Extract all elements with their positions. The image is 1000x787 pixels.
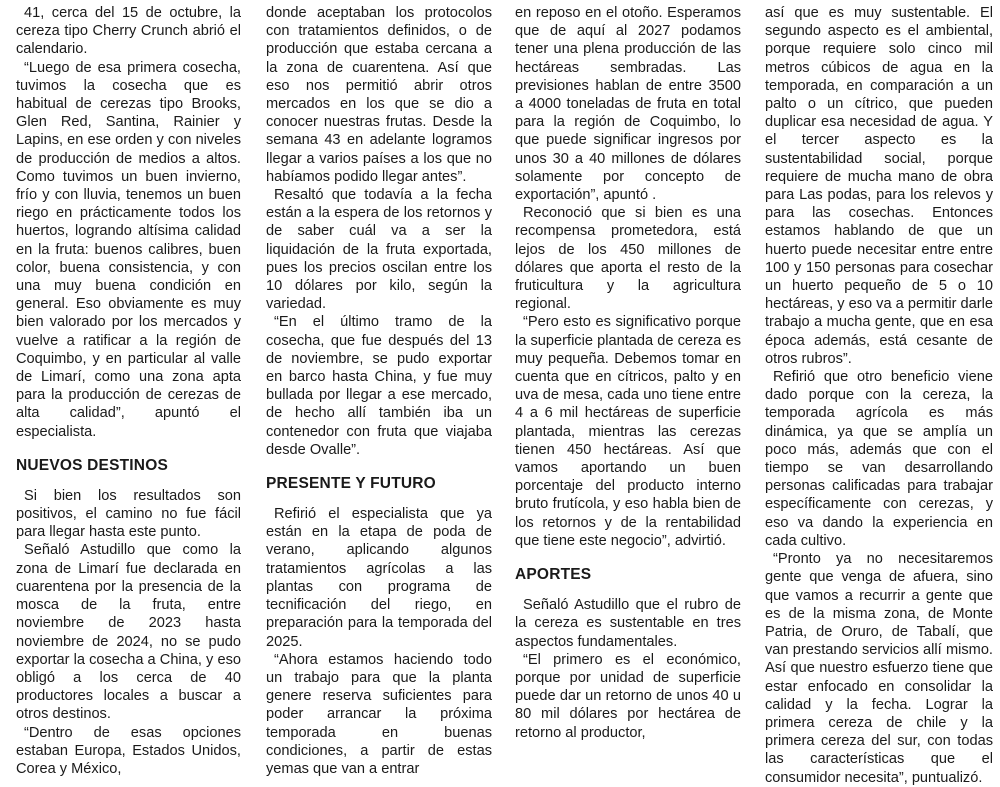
article-column-3 (515, 4, 741, 741)
article-paragraph: Refirió que otro beneficio viene dado porque con la cereza, la temporada agrícola es más dinámica, ya que se amplía un poco más, además que con el tiempo se van desarrollando personas calificadas para trabajar específicamente con cerezas, y eso va dando la experiencia en cada cultivo. (765, 369, 993, 549)
article-paragraph: 41, cerca del 15 de octubre, la cereza tipo Cherry Crunch abrió el calendario. (16, 5, 241, 58)
article-paragraph: “En el último tramo de la cosecha, que fue después del 13 de noviembre, se pudo exportar en barco hasta China, y fue muy bullada por llegar a ese mercado, de hecho allí también iba un contenedor con fruta que viajaba desde Ovalle”. (266, 314, 492, 458)
article-paragraph: así que es muy sustentable. El segundo aspecto es el ambiental, porque requiere solo cinco mil metros cúbicos de agua en la temporada, en comparación a un palto o un cítrico, que pueden duplicar esa necesidad de agua. Y el tercer aspecto es la sustentabilidad social, porque requiere de mucha mano de obra para Las podas, para los relevos y para las cosechas. Entonces estamos hablando de que un huerto puede necesitar entre entre 100 y 150 personas para cosechar un huerto pequeño de 5 o 10 hectáreas, y eso va a permitir darle trabajo a mucha gente, que en esa época además, está cesante de otros rubros”. (765, 5, 993, 367)
article-paragraph: en reposo en el otoño. Esperamos que de aquí al 2027 podamos tener una plena producción de las hectáreas sembradas. Las previsiones hablan de entre 3500 a 4000 toneladas de fruta en total para la región de Coquimbo, lo que puede significar ingresos por unos 30 a 40 millones de dólares solamente por concepto de exportación”, apuntó . (515, 5, 741, 204)
article-column-2 (266, 4, 492, 777)
article-paragraph: “Pronto ya no necesitaremos gente que venga de afuera, sino que vamos a recurrir a gente que es de la misma zona, de Monte Patria, de Oruro, de Tabalí, que van prestando servicios allí mismo. Así que nuestro esfuerzo tiene que estar enfocado en consolidar la calidad y la fecha. Lograr la primera cereza de chile y la primera cereza del sur, con todas las características que el consumidor necesita”, puntualizó. (765, 551, 993, 786)
section-heading: PRESENTE Y FUTURO (266, 475, 436, 493)
section-heading: APORTES (515, 566, 592, 584)
article-paragraph: Refirió el especialista que ya están en la etapa de poda de verano, aplicando algunos tratamientos agrícolas a las plantas con programa de tecnificación del riego, en preparación para la temporada del 2025. (266, 506, 492, 650)
article-paragraph: Si bien los resultados son positivos, el camino no fue fácil para llegar hasta este punto. (16, 487, 241, 541)
article-paragraph: Señaló Astudillo que el rubro de la cereza es sustentable en tres aspectos fundamentales. (515, 597, 741, 650)
article-paragraph: “Luego de esa primera cosecha, tuvimos la cosecha que es habitual de cerezas tipo Brooks, Glen Red, Santina, Rainier y Lapins, en ese orden y con niveles de producción de medios a altos. Como tuvimos un buen invierno, frío y con lluvia, tenemos un buen riego en prácticamente todos los huertos, logrando altísima calidad en la fruta: buenos calibres, buen color, buena consistencia, y con una muy buena condición en general. Eso obviamente es muy bien valorado por los mercados y vuelve a ratificar a la región de Coquimbo, y en particular al valle de Limarí, como una zona apta para la producción de cerezas de alta calidad”, apuntó el especialista. (16, 59, 241, 440)
section-heading: NUEVOS DESTINOS (16, 456, 168, 474)
article-paragraph: “Ahora estamos haciendo todo un trabajo para que la planta genere reserva suficientes para poder arrancar la próxima temporada en buenas condiciones, a partir de estas yemas que van a entrar (266, 651, 492, 777)
article-paragraph: “El primero es el económico, porque por unidad de superficie puede dar un retorno de unos 40 u 80 mil dólares por hectárea de retorno al productor, (515, 651, 741, 741)
article-column-1 (16, 4, 241, 777)
article-column-4 (765, 4, 993, 786)
article-paragraph: Señaló Astudillo que como la zona de Limarí fue declarada en cuarentena por la presencia de la mosca de la fruta, entre noviembre de 2023 hasta noviembre de 2024, no se pudo exportar la cosecha a China, y eso obligó a los cerca de 40 productores locales a buscar a otros destinos. (16, 542, 241, 723)
article-paragraph: donde aceptaban los protocolos con tratamientos definidos, o de producción que estaba cercana a la zona de cuarentena. Así que eso nos permitió abrir otros mercados en los que se dio a conocer nuestras frutas. Desde la semana 43 en adelante logramos llegar a varios países a los que no habíamos podido llegar antes”. (266, 5, 492, 185)
article-paragraph: Reconoció que si bien es una recompensa prometedora, está lejos de los 450 millones de dólares que aporta el resto de la fruticultura y la agricultura regional. (515, 205, 741, 313)
article-paragraph: “Pero esto es significativo porque la superficie plantada de cereza es muy pequeña. Debemos tomar en cuenta que en cítricos, palto y en uva de mesa, cada uno tiene entre 4 a 6 mil hectáreas de superficie plantada, mientras las cerezas tienen 450 hectáreas. Así que vamos aportando un buen porcentaje del producto interno bruto frutícola, y eso habla bien de los retornos y de la rentabilidad que tiene este negocio”, advirtió. (515, 314, 741, 549)
article-paragraph: Resaltó que todavía a la fecha están a la espera de los retornos y de saber cuál va a ser la liquidación de la fruta exportada, pues los precios oscilan entre los 10 dólares por kilo, según la variedad. (266, 187, 492, 313)
article-paragraph: “Dentro de esas opciones estaban Europa, Estados Unidos, Corea y México, (16, 724, 241, 777)
